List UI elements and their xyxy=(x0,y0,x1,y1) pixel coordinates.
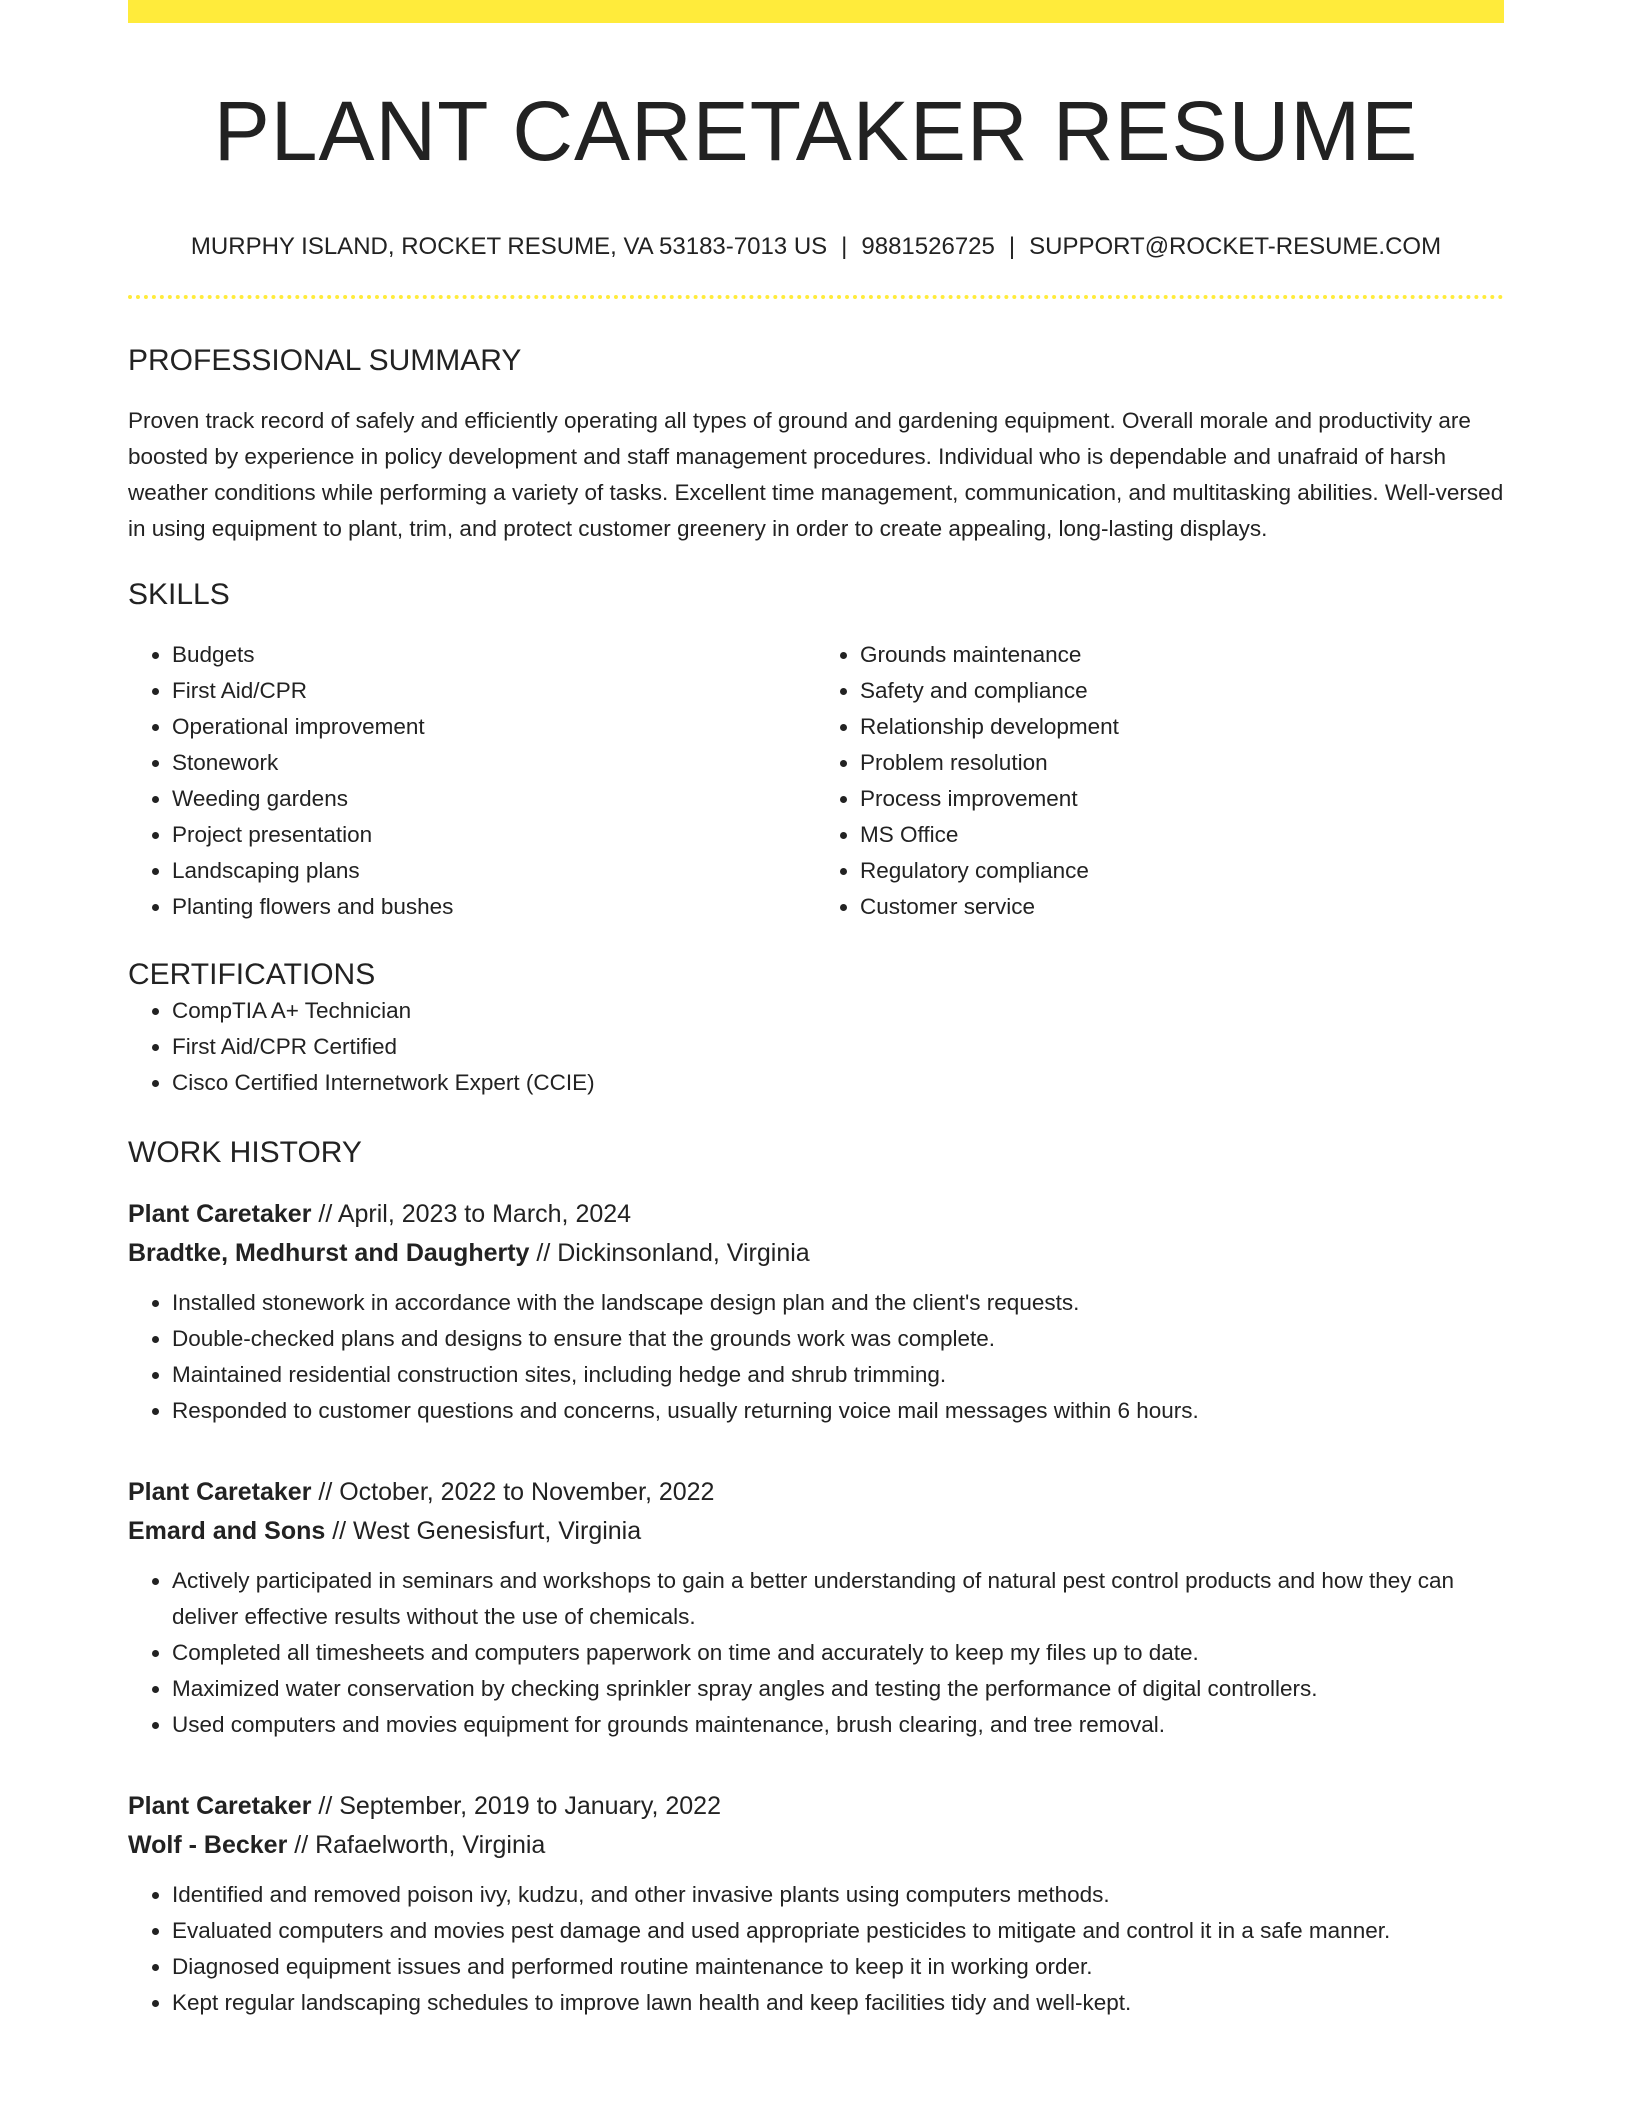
job-bullet: • Evaluated computers and movies pest damage and used appropriate pesticides to mitigate and control it in a safe manner. xyxy=(172,1913,1504,1949)
certifications-list xyxy=(128,993,1504,1101)
job-company-line xyxy=(128,1512,1504,1551)
skill-item: • Landscaping plans xyxy=(172,853,816,889)
contact-address: MURPHY ISLAND, ROCKET RESUME, VA 53183-7013 US xyxy=(190,233,828,261)
certification-item: • Cisco Certified Internetwork Expert (CCIE) xyxy=(172,1065,1504,1101)
job-bullet: • Kept regular landscaping schedules to improve lawn health and keep facilities tidy and well-kept. xyxy=(172,1985,1504,2021)
job-company-line xyxy=(128,1234,1504,1273)
skill-item: • Project presentation xyxy=(172,817,816,853)
certifications-heading: CERTIFICATIONS xyxy=(128,958,376,992)
skill-item: • Grounds maintenance xyxy=(860,637,1504,673)
skill-item: • Problem resolution xyxy=(860,745,1504,781)
job-dates: // April, 2023 to March, 2024 xyxy=(311,1200,632,1229)
skill-item: • Process improvement xyxy=(860,781,1504,817)
job-company: Wolf - Becker xyxy=(128,1831,288,1860)
job-company: Emard and Sons xyxy=(128,1517,326,1546)
job-bullet: • Actively participated in seminars and workshops to gain a better understanding of natural pest control products and how they can deliver effective results without the use of chemicals. xyxy=(172,1563,1504,1635)
resume-title: PLANT CARETAKER RESUME xyxy=(213,84,1419,178)
work-history-heading: WORK HISTORY xyxy=(128,1136,362,1170)
job-bullets xyxy=(128,1877,1504,2021)
skills-list-right xyxy=(816,637,1504,925)
skill-item: • Budgets xyxy=(172,637,816,673)
skill-item: • Weeding gardens xyxy=(172,781,816,817)
job-entry xyxy=(128,1787,1504,2021)
skill-item: • Stonework xyxy=(172,745,816,781)
skills-list-left xyxy=(128,637,816,925)
skill-item: • First Aid/CPR xyxy=(172,673,816,709)
job-role: Plant Caretaker xyxy=(128,1478,312,1507)
job-role: Plant Caretaker xyxy=(128,1792,312,1821)
job-bullet: • Maximized water conservation by checking sprinkler spray angles and testing the performance of digital controllers. xyxy=(172,1671,1504,1707)
job-bullet: • Diagnosed equipment issues and performed routine maintenance to keep it in working order. xyxy=(172,1949,1504,1985)
summary-heading: PROFESSIONAL SUMMARY xyxy=(128,344,522,378)
job-dates: // September, 2019 to January, 2022 xyxy=(311,1792,721,1821)
job-bullet: • Installed stonework in accordance with the landscape design plan and the client's requests. xyxy=(172,1285,1504,1321)
job-bullet: • Responded to customer questions and concerns, usually returning voice mail messages within 6 hours. xyxy=(172,1393,1504,1429)
job-location: // Rafaelworth, Virginia xyxy=(287,1831,546,1860)
skills-columns xyxy=(128,637,1504,925)
contact-line xyxy=(128,233,1504,262)
dotted-divider xyxy=(128,295,1504,299)
accent-bar xyxy=(128,0,1504,23)
certification-item: • CompTIA A+ Technician xyxy=(172,993,1504,1029)
job-bullet: • Identified and removed poison ivy, kudzu, and other invasive plants using computers methods. xyxy=(172,1877,1504,1913)
contact-email: SUPPORT@ROCKET-RESUME.COM xyxy=(1029,233,1442,261)
job-location: // Dickinsonland, Virginia xyxy=(529,1239,810,1268)
job-company-line xyxy=(128,1826,1504,1865)
job-role: Plant Caretaker xyxy=(128,1200,312,1229)
skill-item: • Regulatory compliance xyxy=(860,853,1504,889)
skills-heading: SKILLS xyxy=(128,578,230,612)
job-location: // West Genesisfurt, Virginia xyxy=(325,1517,642,1546)
job-entry xyxy=(128,1195,1504,1429)
contact-separator: | xyxy=(1008,233,1016,261)
skill-item: • Relationship development xyxy=(860,709,1504,745)
job-company: Bradtke, Medhurst and Daugherty xyxy=(128,1239,530,1268)
job-entry xyxy=(128,1473,1504,1743)
job-role-line xyxy=(128,1787,1504,1826)
job-bullet: • Completed all timesheets and computers paperwork on time and accurately to keep my files up to date. xyxy=(172,1635,1504,1671)
resume-page xyxy=(128,0,1504,2021)
job-bullet: • Used computers and movies equipment for grounds maintenance, brush clearing, and tree removal. xyxy=(172,1707,1504,1743)
job-bullet: • Maintained residential construction sites, including hedge and shrub trimming. xyxy=(172,1357,1504,1393)
job-bullet: • Double-checked plans and designs to ensure that the grounds work was complete. xyxy=(172,1321,1504,1357)
job-bullets xyxy=(128,1285,1504,1429)
contact-separator: | xyxy=(841,233,848,261)
skill-item: • Operational improvement xyxy=(172,709,816,745)
contact-phone: 9881526725 xyxy=(861,233,995,261)
summary-text: Proven track record of safely and efficiently operating all types of ground and gardening equipment. Overall morale and productivity are boosted by experience in policy development and staff management procedures. Individual who is dependable and unafraid of harsh weather conditions while performing a variety of tasks. Excellent time management, communication, and multitasking abilities. Well-versed in using equipment to plant, trim, and protect customer greenery in order to create appealing, long-lasting displays. xyxy=(128,408,1504,542)
job-dates: // October, 2022 to November, 2022 xyxy=(311,1478,715,1507)
certification-item: • First Aid/CPR Certified xyxy=(172,1029,1504,1065)
job-role-line xyxy=(128,1195,1504,1234)
skill-item: • Customer service xyxy=(860,889,1504,925)
job-role-line xyxy=(128,1473,1504,1512)
skill-item: • MS Office xyxy=(860,817,1504,853)
skill-item: • Planting flowers and bushes xyxy=(172,889,816,925)
skill-item: • Safety and compliance xyxy=(860,673,1504,709)
job-bullets xyxy=(128,1563,1504,1743)
